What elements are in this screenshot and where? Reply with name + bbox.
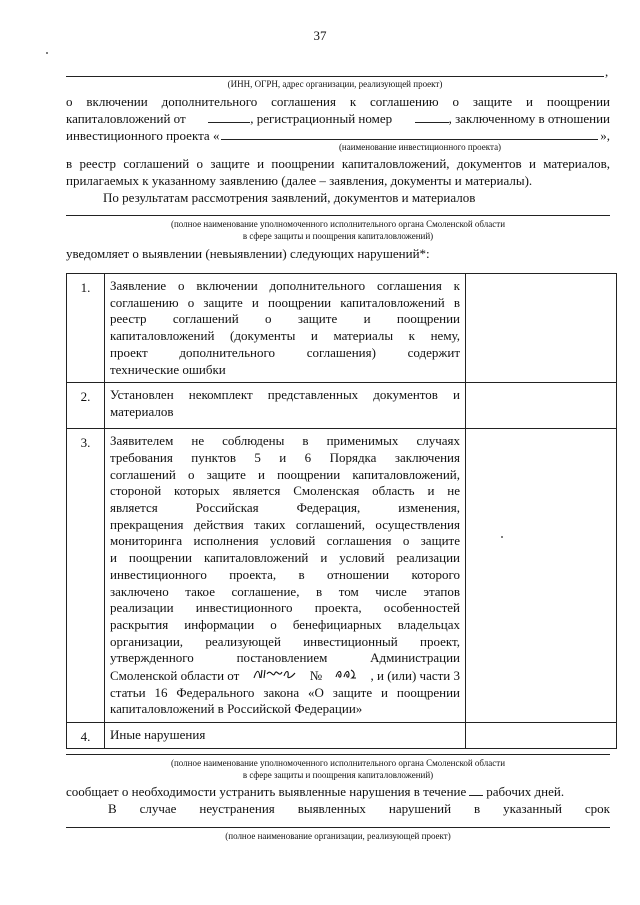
scan-dot [501, 536, 503, 538]
concluded-in-respect-label: , заключенному в отношении [448, 111, 610, 126]
violation-text: Заявление о включении дополнительного соглашения к соглашению о защите и поощрении капиталовложений в реестр соглашений о защите и поощрении капиталовложений (документы и материалы к нему, проект дополнительного соглашения) содержит технические ошибки [105, 274, 466, 383]
authority-caption-1: (полное наименование уполномоченного исполнительного органа Смоленской области [170, 219, 506, 229]
footer-caption-1: (полное наименование уполномоченного исполнительного органа Смоленской области [170, 758, 506, 768]
page-number: 37 [313, 28, 327, 43]
agreement-date-label: капиталовложений от [66, 111, 186, 126]
violation-text: Заявителем не соблюдены в применимых случаях требования пунктов 5 и 6 Порядка заключения соглашений о защите и поощрении капиталовложений, стороной которых является Смоленская область и не является Российская Федерация, изменения, прекращения действия таких соглашений, осуществления мониторинга исполнения условий соглашения о защите и поощрении капиталовложений и условий реализации инвестиционного проекта, в отношении которого заключено такое соглашение, в том числе этапов реализации инвестиционного проекта, особенностей раскрытия информации о бенефициарных владельцах организации, реализующей инвестиционный проект, утвержденного постановлением Администрации Смоленской области от № , и (или) части 3 статьи 16 Федерального закона «О защите и поощрении капиталовложений в Российской Федерации» [105, 429, 466, 723]
agreement-date-blank [208, 111, 250, 123]
org-details-caption: (ИНН, ОГРН, адрес организации, реализующей проект) [227, 79, 443, 89]
authority-name-line [66, 215, 610, 216]
row-number: 3. [67, 429, 105, 723]
table-row [67, 383, 617, 429]
project-name-blank [221, 128, 598, 140]
trailing-comma: , [605, 64, 609, 79]
footer-line-1 [66, 783, 610, 800]
handwritten-date-signature [253, 667, 297, 680]
project-name-close: », [600, 128, 610, 143]
notify-line: уведомляет о выявлении (невыявлении) следующих нарушений*: [66, 246, 430, 261]
investment-project-label: инвестиционного проекта « [66, 128, 220, 143]
handwritten-number-signature [335, 667, 357, 680]
footer-line-2: В случае неустранения выявленных нарушений в указанный срок [108, 801, 610, 816]
row-number: 1. [67, 274, 105, 383]
org-details-line [66, 76, 604, 77]
violation-result-cell[interactable] [466, 274, 617, 383]
row-number: 2. [67, 383, 105, 429]
table-row [67, 723, 617, 749]
row-number: 4. [67, 723, 105, 749]
intro-line-5: прилагаемых к указанному заявлению (далее – заявления, документы и материалы). [66, 173, 533, 188]
violation-result-cell[interactable] [466, 429, 617, 723]
scan-dot [46, 52, 48, 54]
table-row [67, 429, 617, 723]
intro-line-1: о включении дополнительного соглашения к соглашению о защите и поощрении [66, 94, 610, 109]
intro-line-2 [66, 110, 610, 127]
registration-number-label: , регистрационный номер [250, 111, 393, 126]
footer-caption-2: в сфере защиты и поощрения капиталовложений) [242, 770, 434, 780]
violation-result-cell[interactable] [466, 383, 617, 429]
footer-org-caption: (полное наименование организации, реализующей проект) [225, 831, 451, 841]
eliminate-deadline-label: сообщает о необходимости устранить выявленные нарушения в течение [66, 784, 467, 799]
footer-authority-line [66, 754, 610, 755]
working-days-label: рабочих дней. [486, 784, 565, 799]
violation-text: Установлен некомплект представленных документов и материалов [105, 383, 466, 429]
footer-org-line [66, 827, 610, 828]
violation-text: Иные нарушения [105, 723, 466, 749]
intro-line-6: По результатам рассмотрения заявлений, документов и материалов [103, 190, 476, 205]
registration-number-blank [415, 111, 449, 123]
table-row [67, 274, 617, 383]
authority-caption-2: в сфере защиты и поощрения капиталовложений) [242, 231, 434, 241]
days-count-blank [469, 784, 483, 796]
violation-result-cell[interactable] [466, 723, 617, 749]
violations-table [66, 273, 617, 749]
project-name-caption: (наименование инвестиционного проекта) [338, 142, 502, 152]
decree-line: Смоленской области от № , и (или) части 3 [110, 668, 460, 684]
intro-line-4: в реестр соглашений о защите и поощрении капиталовложений, документов и материалов, [66, 156, 610, 171]
